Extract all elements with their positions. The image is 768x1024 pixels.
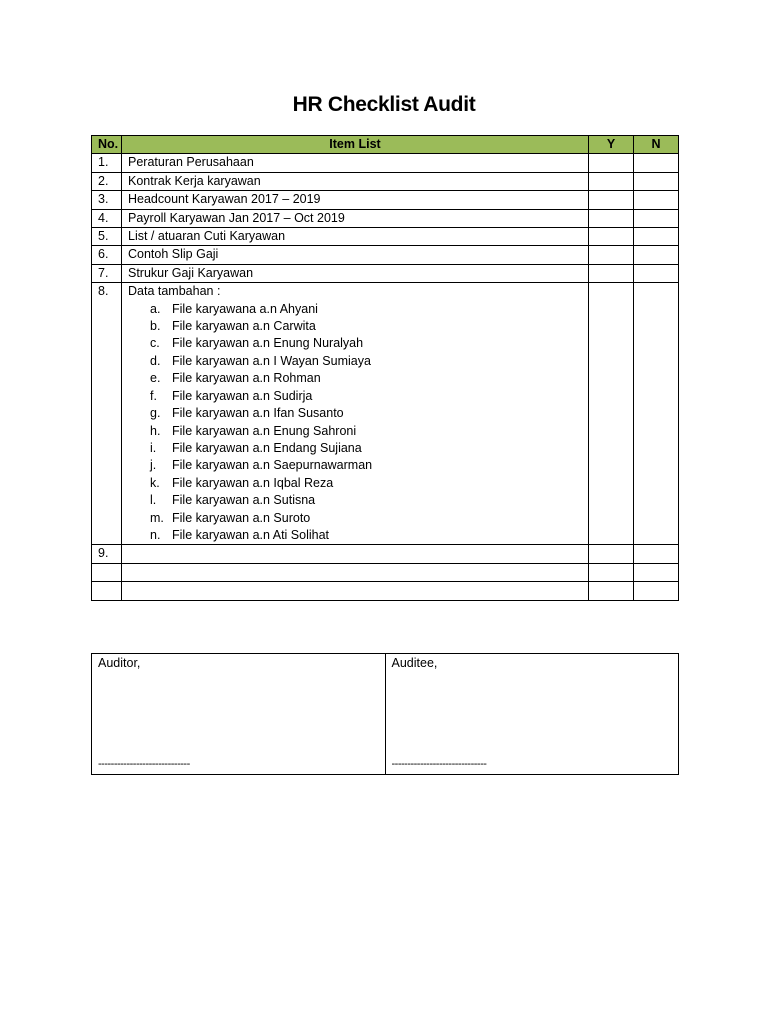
row-item: List / atuaran Cuti Karyawan	[122, 228, 589, 246]
cell-n[interactable]	[634, 582, 679, 600]
row-item: Kontrak Kerja karyawan	[122, 172, 589, 190]
row-item: Strukur Gaji Karyawan	[122, 264, 589, 282]
table-row	[92, 191, 679, 209]
sub-list-item	[128, 457, 582, 474]
sub-item-text: File karyawana a.n Ahyani	[172, 301, 318, 316]
sub-item-letter: i.	[150, 440, 157, 455]
sub-list-item	[128, 370, 582, 387]
sub-list-item	[128, 301, 582, 318]
table-row	[92, 172, 679, 190]
sub-list-item	[128, 405, 582, 422]
row-item	[122, 563, 589, 581]
data-tambahan-label: Data tambahan :	[128, 284, 221, 299]
row-item: Payroll Karyawan Jan 2017 – Oct 2019	[122, 209, 589, 227]
sub-list-item	[128, 440, 582, 457]
row-number: 4.	[92, 209, 122, 227]
sub-item-text: File karyawan a.n Endang Sujiana	[172, 440, 362, 455]
row-number	[92, 582, 122, 600]
cell-n[interactable]	[634, 191, 679, 209]
sub-list-item	[128, 510, 582, 527]
cell-n[interactable]	[634, 563, 679, 581]
table-row	[92, 154, 679, 172]
checklist-table	[91, 135, 679, 601]
sub-item-text: File karyawan a.n Saepurnawarman	[172, 458, 373, 473]
sub-item-letter: g.	[150, 406, 161, 421]
row-item: Peraturan Perusahaan	[122, 154, 589, 172]
sub-item-letter: h.	[150, 423, 161, 438]
cell-n[interactable]	[634, 172, 679, 190]
sub-item-text: File karyawan a.n Carwita	[172, 319, 316, 334]
row-item	[122, 545, 589, 563]
table-row	[92, 582, 679, 600]
auditee-signature-line: ------------------------------	[391, 758, 487, 770]
cell-y[interactable]	[589, 264, 634, 282]
cell-y[interactable]	[589, 545, 634, 563]
cell-y[interactable]	[589, 191, 634, 209]
header-no: No.	[92, 136, 122, 154]
cell-y[interactable]	[589, 283, 634, 545]
row-item: Contoh Slip Gaji	[122, 246, 589, 264]
sub-list-item	[128, 492, 582, 509]
cell-y[interactable]	[589, 246, 634, 264]
sub-item-text: File karyawan a.n Enung Nuralyah	[172, 336, 364, 351]
sub-item-text: File karyawan a.n Suroto	[172, 510, 311, 525]
row-item-data-tambahan	[122, 283, 589, 545]
sub-item-text: File karyawan a.n Iqbal Reza	[172, 475, 334, 490]
sub-item-text: File karyawan a.n Ati Solihat	[172, 527, 330, 542]
signature-table	[91, 653, 679, 775]
cell-n[interactable]	[634, 154, 679, 172]
sub-item-letter: d.	[150, 353, 161, 368]
table-row	[92, 228, 679, 246]
sub-item-text: File karyawan a.n Enung Sahroni	[172, 423, 357, 438]
sub-item-letter: a.	[150, 301, 161, 316]
cell-n[interactable]	[634, 228, 679, 246]
sub-list-item	[128, 475, 582, 492]
table-row	[92, 545, 679, 563]
sub-list-item	[128, 353, 582, 370]
sub-item-list	[128, 301, 582, 545]
row-item: Headcount Karyawan 2017 – 2019	[122, 191, 589, 209]
table-header-row	[92, 136, 679, 154]
sub-item-letter: l.	[150, 493, 157, 508]
row-number: 5.	[92, 228, 122, 246]
table-row-data-tambahan	[92, 283, 679, 545]
sub-item-letter: j.	[150, 458, 157, 473]
header-y: Y	[589, 136, 634, 154]
cell-y[interactable]	[589, 582, 634, 600]
row-number: 6.	[92, 246, 122, 264]
auditee-label: Auditee,	[391, 656, 438, 670]
cell-n[interactable]	[634, 545, 679, 563]
sub-item-text: File karyawan a.n Sutisna	[172, 493, 316, 508]
sub-list-item	[128, 527, 582, 544]
auditor-signature-line: -----------------------------	[98, 758, 190, 770]
cell-n[interactable]	[634, 246, 679, 264]
header-item-list: Item List	[122, 136, 589, 154]
sub-item-text: File karyawan a.n I Wayan Sumiaya	[172, 353, 371, 368]
row-number: 1.	[92, 154, 122, 172]
sub-item-letter: k.	[150, 475, 160, 490]
cell-y[interactable]	[589, 563, 634, 581]
page-title: HR Checklist Audit	[292, 93, 476, 116]
auditor-signature-cell[interactable]	[92, 654, 385, 774]
sub-item-text: File karyawan a.n Rohman	[172, 371, 321, 386]
cell-y[interactable]	[589, 172, 634, 190]
sub-item-letter: b.	[150, 319, 161, 334]
cell-n[interactable]	[634, 264, 679, 282]
auditee-signature-cell[interactable]	[385, 654, 679, 774]
cell-n[interactable]	[634, 209, 679, 227]
sub-item-letter: f.	[150, 388, 157, 403]
header-n: N	[634, 136, 679, 154]
table-row	[92, 246, 679, 264]
sub-list-item	[128, 388, 582, 405]
table-row	[92, 264, 679, 282]
sub-item-text: File karyawan a.n Ifan Susanto	[172, 406, 344, 421]
sub-item-letter: e.	[150, 371, 161, 386]
row-number: 7.	[92, 264, 122, 282]
row-number: 9.	[92, 545, 122, 563]
sub-list-item	[128, 318, 582, 335]
cell-y[interactable]	[589, 228, 634, 246]
row-item	[122, 582, 589, 600]
row-number	[92, 563, 122, 581]
sub-item-letter: n.	[150, 527, 161, 542]
table-row	[92, 563, 679, 581]
cell-y[interactable]	[589, 154, 634, 172]
table-row	[92, 209, 679, 227]
sub-item-letter: m.	[150, 510, 164, 525]
row-number: 3.	[92, 191, 122, 209]
sub-list-item	[128, 423, 582, 440]
cell-n[interactable]	[634, 283, 679, 545]
sub-item-letter: c.	[150, 336, 160, 351]
cell-y[interactable]	[589, 209, 634, 227]
sub-list-item	[128, 335, 582, 352]
sub-item-text: File karyawan a.n Sudirja	[172, 388, 313, 403]
row-number: 2.	[92, 172, 122, 190]
auditor-label: Auditor,	[98, 656, 141, 670]
row-number: 8.	[92, 283, 122, 545]
